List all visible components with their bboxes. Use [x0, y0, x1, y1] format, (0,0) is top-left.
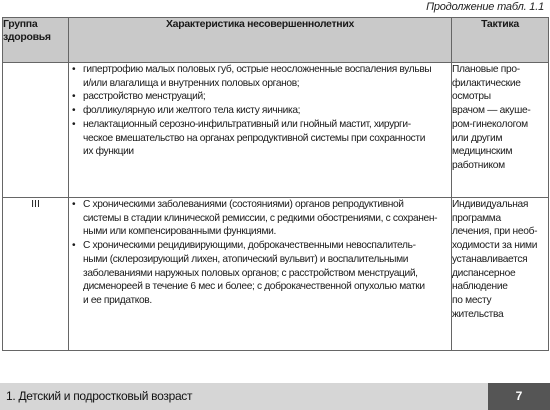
chapter-title: 1. Детский и подростковый возраст — [6, 389, 193, 403]
tactics-line: работником — [452, 159, 505, 171]
list-item — [69, 63, 451, 90]
list-item — [69, 118, 451, 159]
characteristics-cell — [69, 198, 452, 351]
tactics-line: или другим — [452, 132, 503, 144]
list-item-line: гипертрофию малых половых губ, острые неосложненные воспаления вульвы — [83, 64, 432, 75]
tactics-line: диспансерное — [452, 267, 516, 279]
tactics-line: осмотры — [452, 91, 491, 103]
tactics-line: врачом — акуше- — [452, 105, 531, 117]
bullet-icon: • — [72, 105, 76, 117]
bullet-icon: • — [72, 64, 76, 75]
tactics-cell — [452, 198, 549, 351]
tactics-line: жительства — [452, 308, 504, 320]
tactics-line: устанавливается — [452, 253, 528, 265]
list-item-line: С хроническими рецидивирующими, доброкачественными невоспалитель- — [83, 240, 416, 252]
page-footer — [0, 383, 550, 410]
list-item-line: ными (склерозирующий лихен, атопический вульвит) и воспалительными — [83, 253, 409, 265]
header-characteristics: Характеристика несовершеннолетних — [69, 18, 452, 63]
list-item-line: С хроническими заболеваниями (состояниями) органов репродуктивной — [83, 199, 404, 210]
header-health-group-line: Группа — [3, 18, 38, 30]
list-item-line: и ее придатков. — [83, 294, 152, 306]
tactics-line: программа — [452, 212, 501, 224]
tactics-line: ходимости за ними — [452, 240, 538, 252]
tactics-line: наблюдение — [452, 281, 508, 293]
group-cell — [3, 63, 69, 198]
list-item-line: заболеваниями наружных половых органов; с расстройством менструаций, — [83, 267, 418, 279]
bullet-icon: • — [72, 199, 76, 210]
health-group-table — [2, 17, 549, 351]
list-item-line: дисменореей в течение 6 мес и более; с доброкачественной опухолью матки — [83, 281, 425, 293]
continuation-label: Продолжение табл. 1.1 — [426, 1, 544, 13]
list-item-line: ческое вмешательство на органах репродуктивной системы при сохранности — [83, 132, 426, 144]
list-item-line: ными или компенсированными функциями. — [83, 226, 276, 238]
list-item-line: их функции — [83, 146, 134, 158]
list-item — [69, 90, 451, 104]
bullet-icon: • — [72, 240, 76, 252]
list-item-line: расстройство менструаций; — [83, 91, 206, 103]
tactics-cell — [452, 63, 549, 198]
tactics-line: Индивидуальная — [452, 199, 529, 210]
tactics-line: Плановые про- — [452, 64, 520, 75]
header-tactics: Тактика — [452, 18, 549, 63]
table-header-row — [3, 18, 549, 63]
list-item-line: нелактационный серозно-инфильтративный или гнойный мастит, хирурги- — [83, 118, 411, 130]
list-item-line: системы в стадии клинической ремиссии, с редкими обострениями, с сохранен- — [83, 212, 438, 224]
bullet-icon: • — [72, 91, 76, 103]
tactics-line: по месту — [452, 294, 492, 306]
list-item — [69, 198, 451, 239]
tactics-line: медицинским — [452, 146, 513, 158]
header-health-group-line: здоровья — [3, 31, 51, 43]
tactics-line: ром-гинекологом — [452, 118, 528, 130]
characteristics-cell — [69, 63, 452, 198]
page-number: 7 — [488, 383, 550, 410]
list-item — [69, 104, 451, 118]
table-row — [3, 198, 549, 351]
header-health-group — [3, 18, 69, 63]
tactics-line: филактические — [452, 77, 521, 89]
list-item-line: и/или влагалища и внутренних половых органов; — [83, 77, 300, 89]
list-item — [69, 239, 451, 308]
table-row — [3, 63, 549, 198]
bullet-icon: • — [72, 118, 76, 130]
list-item-line: фолликулярную или желтого тела кисту яичника; — [83, 105, 301, 117]
group-cell: III — [3, 198, 69, 351]
tactics-line: лечения, при необ- — [452, 226, 538, 238]
